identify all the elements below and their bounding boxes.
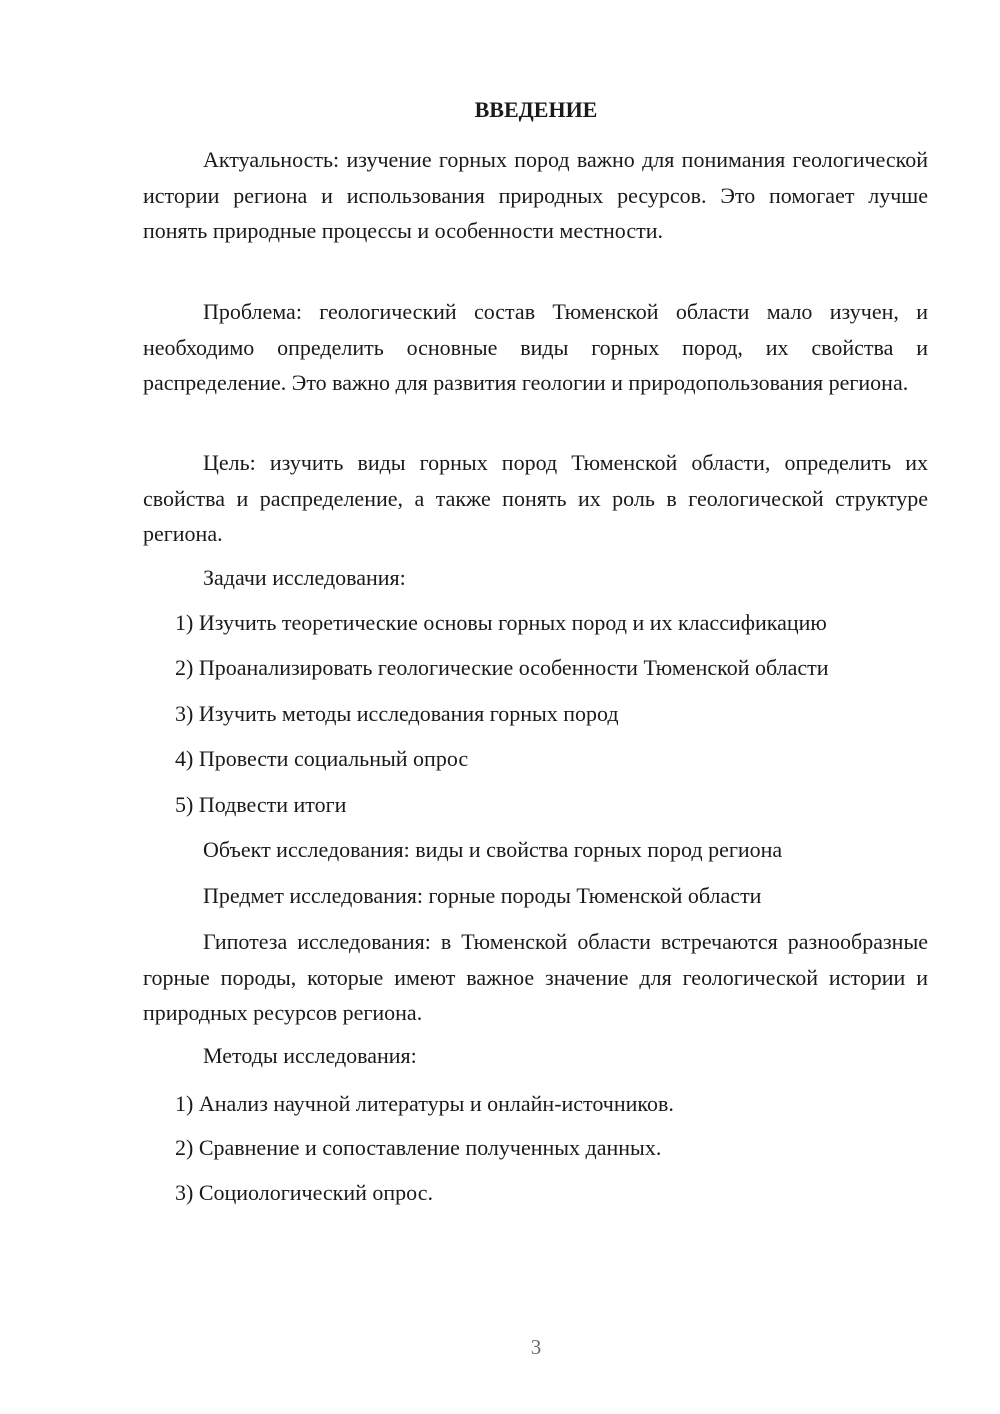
task-item: 5) Подвести итоги: [175, 792, 347, 817]
page-title: ВВЕДЕНИЕ: [474, 97, 598, 122]
tasks-heading: Задачи исследования:: [203, 565, 406, 590]
problem-paragraph: Проблема: геологический состав Тюменской области мало изучен, и необходимо определить основные виды горных пород, их свойства и распределение. Это важно для развития геологии и природопользования региона.: [143, 299, 928, 395]
task-item: 4) Провести социальный опрос: [175, 746, 469, 771]
task-item: 2) Проанализировать геологические особенности Тюменской области: [175, 655, 829, 680]
hypothesis-paragraph: Гипотеза исследования: в Тюменской области встречаются разнообразные горные породы, которые имеют важное значение для геологической истории и природных ресурсов региона.: [143, 929, 928, 1025]
task-item: 1) Изучить теоретические основы горных пород и их классификацию: [175, 610, 827, 635]
task-item: 3) Изучить методы исследования горных пород: [175, 701, 619, 726]
method-item: 1) Анализ научной литературы и онлайн-источников.: [175, 1091, 674, 1116]
relevance-paragraph: Актуальность: изучение горных пород важно для понимания геологической истории региона и использования природных ресурсов. Это помогает лучше понять природные процессы и особенности местности.: [143, 147, 928, 243]
subject-line: Предмет исследования: горные породы Тюменской области: [203, 883, 762, 908]
method-item: 2) Сравнение и сопоставление полученных данных.: [175, 1135, 662, 1160]
object-line: Объект исследования: виды и свойства горных пород региона: [203, 837, 783, 862]
goal-paragraph: Цель: изучить виды горных пород Тюменской области, определить их свойства и распределение, а также понять их роль в геологической структуре региона.: [143, 450, 928, 546]
method-item: 3) Социологический опрос.: [175, 1180, 433, 1205]
page-number: 3: [530, 1335, 542, 1359]
methods-heading: Методы исследования:: [203, 1043, 417, 1068]
